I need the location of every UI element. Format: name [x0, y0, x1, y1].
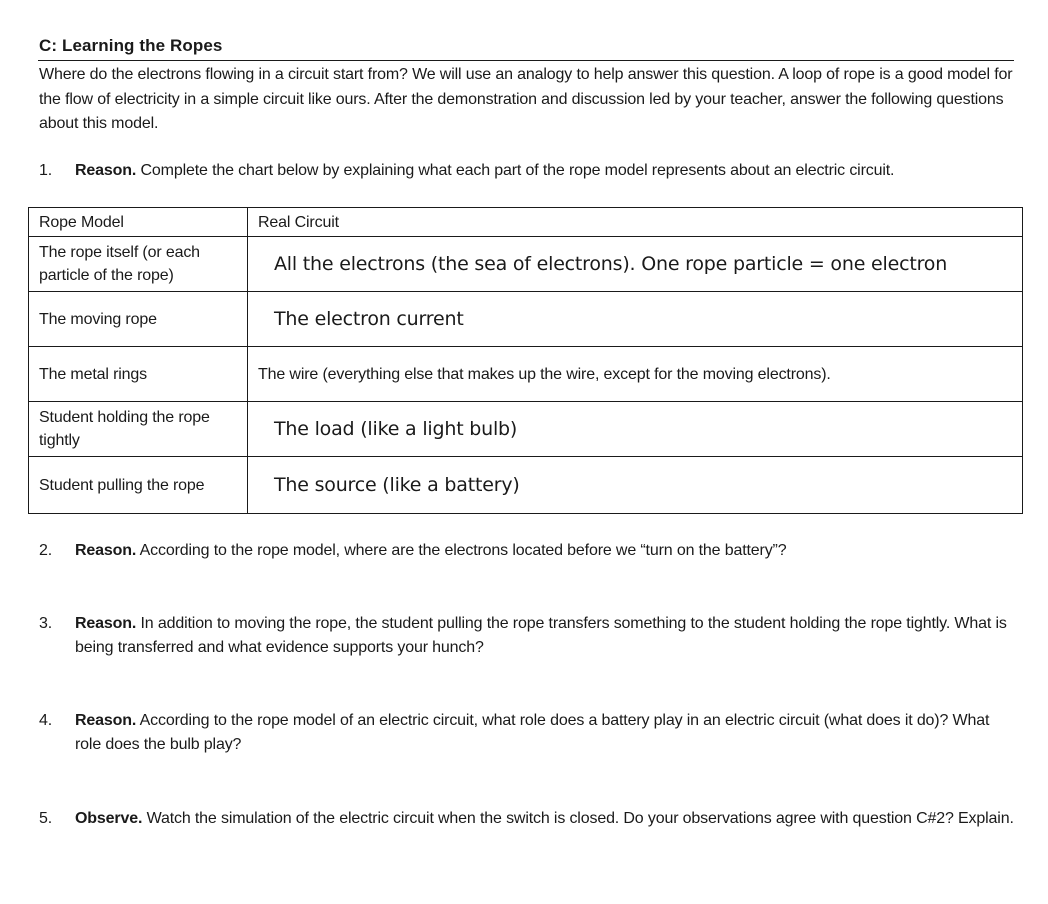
rope-model-cell: Student holding the rope tightly [29, 402, 248, 457]
question-number: 4. [39, 712, 53, 729]
question-text: Complete the chart below by explaining what each part of the rope model represents about an electric circuit. [136, 162, 895, 179]
question-3 [39, 612, 1014, 660]
section-heading: C: Learning the Ropes [39, 36, 223, 55]
question-number: 1. [39, 162, 53, 179]
question-text: According to the rope model, where are the electrons located before we “turn on the battery”? [136, 542, 787, 559]
question-number: 5. [39, 810, 53, 827]
rope-model-cell: The metal rings [29, 347, 248, 402]
real-circuit-answer: The source (like a battery) [248, 457, 1023, 514]
question-keyword: Reason. [75, 162, 137, 179]
question-number: 3. [39, 615, 53, 632]
question-2 [39, 539, 1014, 563]
real-circuit-answer: All the electrons (the sea of electrons). One rope particle = one electron [248, 237, 1023, 292]
intro-paragraph: Where do the electrons flowing in a circuit start from? We will use an analogy to help answer this question. A loop of rope is a good model for the flow of electricity in a simple circuit like ours. After the demonstration and discussion led by your teacher, answer the following questions about this model. [39, 66, 1013, 132]
header-rope-model: Rope Model [29, 208, 248, 237]
heading-divider [38, 60, 1014, 61]
question-keyword: Reason. [75, 712, 137, 729]
table-row [29, 457, 1023, 514]
table-header-row [29, 208, 1023, 237]
table-row [29, 402, 1023, 457]
question-keyword: Reason. [75, 615, 137, 632]
rope-model-table [28, 207, 1023, 514]
real-circuit-answer: The electron current [248, 292, 1023, 347]
table-row [29, 237, 1023, 292]
table-row [29, 292, 1023, 347]
question-5 [39, 807, 1014, 831]
table-row [29, 347, 1023, 402]
real-circuit-cell: The wire (everything else that makes up the wire, except for the moving electrons). [248, 347, 1023, 402]
question-text: Watch the simulation of the electric circuit when the switch is closed. Do your observations agree with question C#2? Explain. [142, 810, 1014, 827]
question-text: According to the rope model of an electric circuit, what role does a battery play in an electric circuit (what does it do)? What role does the bulb play? [75, 712, 990, 753]
question-1 [39, 159, 1014, 183]
real-circuit-answer: The load (like a light bulb) [248, 402, 1023, 457]
question-4 [39, 709, 1014, 757]
question-text: In addition to moving the rope, the student pulling the rope transfers something to the student holding the rope tightly. What is being transferred and what evidence supports your hunch? [75, 615, 1007, 656]
header-real-circuit: Real Circuit [248, 208, 1023, 237]
question-keyword: Reason. [75, 542, 137, 559]
rope-model-cell: The rope itself (or each particle of the rope) [29, 237, 248, 292]
question-keyword: Observe. [75, 810, 143, 827]
rope-model-cell: The moving rope [29, 292, 248, 347]
rope-model-cell: Student pulling the rope [29, 457, 248, 514]
question-number: 2. [39, 542, 53, 559]
